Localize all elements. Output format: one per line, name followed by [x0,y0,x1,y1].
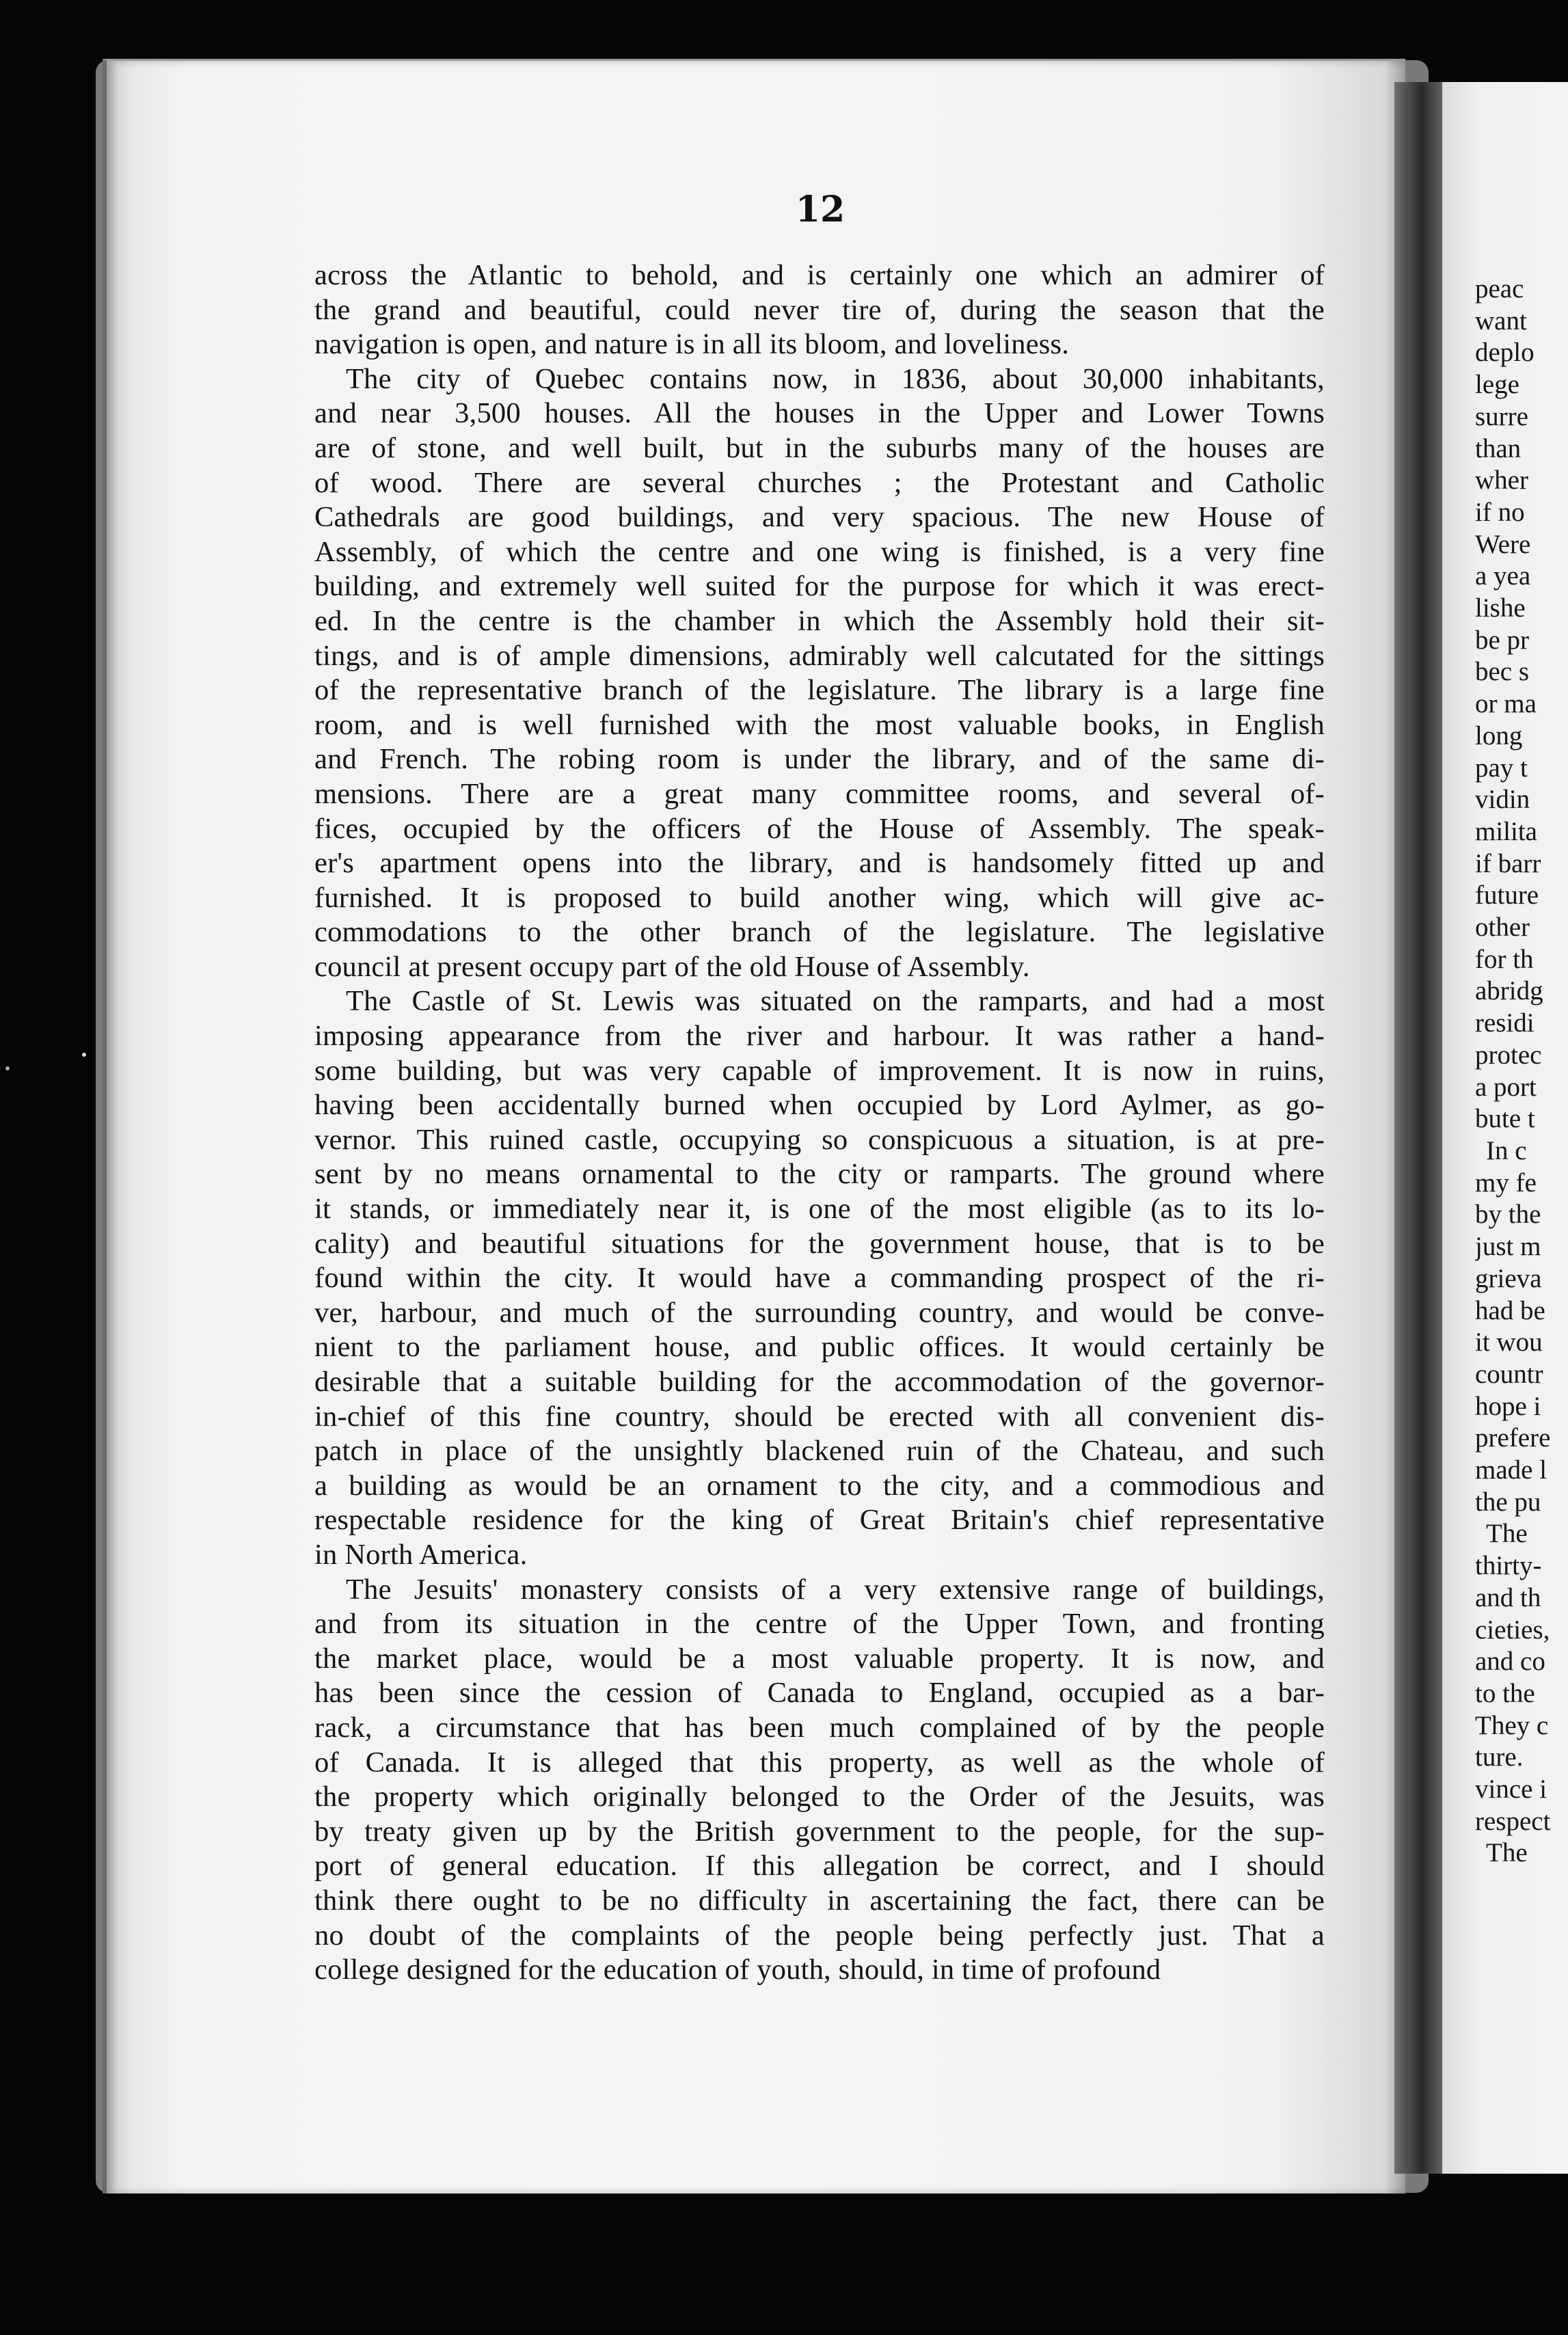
right-page-fragment: had be [1475,1295,1545,1325]
text-line: in-chief of this fine country, should be erected with all convenient dis- [314,1400,1325,1433]
text-line: think there ought to be no difficulty in ascertaining the fact, there can be [314,1884,1325,1917]
right-page-fragment: wher [1475,465,1528,496]
text-line: of Canada. It is alleged that this property, as well as the whole of [314,1746,1325,1779]
right-page-fragment: want [1475,306,1527,336]
right-page-fragment: bec s [1475,657,1530,687]
page-number: 12 [795,189,846,230]
right-page-fragment: a yea [1475,561,1531,591]
scan-speck [82,1053,86,1057]
text-line: and French. The robing room is under the library, and of the same di- [314,743,1325,776]
text-line: patch in place of the unsightly blackened ruin of the Chateau, and such [314,1435,1325,1468]
right-page-fragment: to the [1475,1678,1535,1708]
text-line: of the representative branch of the legislature. The library is a large fine [314,674,1325,707]
text-line: respectable residence for the king of Great Britain's chief representative [314,1504,1325,1537]
right-page-fragment: grieva [1475,1263,1542,1293]
right-page-fragment: thirty- [1475,1551,1542,1581]
text-line: has been since the cession of Canada to England, occupied as a bar- [314,1677,1325,1710]
text-line: having been accidentally burned when occupied by Lord Aylmer, as go- [314,1089,1325,1122]
text-line: er's apartment opens into the library, and is handsomely fitted up and [314,847,1325,880]
text-line: in North America. [314,1538,528,1571]
scan-speck [5,1066,10,1070]
right-page-fragment: bute t [1475,1104,1535,1134]
main-text-block [314,258,1325,1988]
right-page-fragment: and co [1475,1647,1545,1677]
right-page-fragment: lishe [1475,593,1526,623]
text-line: ver, harbour, and much of the surrounding country, and would be conve- [314,1296,1325,1329]
right-page-fragment: be pr [1475,625,1530,655]
text-line: mensions. There are a great many committee rooms, and several of- [314,777,1325,810]
text-line: The city of Quebec contains now, in 1836, about 30,000 inhabitants, [346,362,1325,395]
right-page-fragment: peac [1475,274,1524,303]
right-page-fragment: abridg [1475,976,1543,1006]
text-line: by treaty given up by the British government to the people, for the sup- [314,1815,1325,1848]
text-line: vernor. This ruined castle, occupying so conspicuous a situation, is at pre- [314,1123,1325,1156]
text-line: room, and is well furnished with the most valuable books, in English [314,708,1325,741]
text-line: desirable that a suitable building for the accommodation of the governor- [314,1366,1325,1398]
text-line: found within the city. It would have a commanding prospect of the ri- [314,1262,1325,1295]
right-page-fragment: it wou [1475,1327,1543,1358]
right-page-fragment: deplo [1475,338,1535,368]
text-line: no doubt of the complaints of the people being perfectly just. That a [314,1919,1325,1952]
right-page-fragment: The [1486,1838,1528,1868]
right-page-fragment: future [1475,880,1539,910]
right-page-fragment: They c [1475,1710,1549,1740]
text-line: council at present occupy part of the old House of Assembly. [314,950,1030,983]
right-page-fragment: surre [1475,401,1528,431]
text-line: cality) and beautiful situations for the government house, that is to be [314,1227,1325,1260]
right-page-fragment: residi [1475,1008,1535,1038]
right-page-fragment: made l [1475,1455,1547,1485]
text-line: rack, a circumstance that has been much complained of by the people [314,1711,1325,1744]
text-line: commodations to the other branch of the legislature. The legislative [314,916,1325,949]
right-page-fragment: vince i [1475,1774,1547,1805]
text-line: across the Atlantic to behold, and is certainly one which an admirer of [314,259,1325,291]
text-line: fices, occupied by the officers of the House of Assembly. The speak- [314,812,1325,845]
right-page-fragment: cieties, [1475,1615,1550,1645]
text-line: the property which originally belonged to the Order of the Jesuits, was [314,1781,1325,1813]
right-page-fragment: respect [1475,1806,1551,1836]
right-page-fragment: by the [1475,1200,1541,1230]
right-page-fragment: countr [1475,1359,1543,1389]
text-line: the grand and beautiful, could never tire of, during the season that the [314,293,1325,326]
right-page-fragment: for th [1475,944,1534,974]
right-page-fragment: ture. [1475,1742,1524,1772]
right-page-fragment: or ma [1475,689,1537,719]
right-page-fragment: pay t [1475,753,1528,783]
text-line: The Castle of St. Lewis was situated on the ramparts, and had a most [346,985,1325,1018]
right-page-fragment: my fe [1475,1168,1537,1198]
text-line: are of stone, and well built, but in the suburbs many of the houses are [314,431,1325,464]
right-page-fragment: other [1475,913,1530,943]
right-page-fragment: if barr [1475,848,1541,878]
right-page-fragment: and th [1475,1582,1541,1612]
text-line: The Jesuits' monastery consists of a very extensive range of buildings, [346,1573,1325,1606]
right-page-fragment: protec [1475,1040,1542,1070]
text-line: building, and extremely well suited for the purpose for which it was erect- [314,570,1325,603]
text-line: sent by no means ornamental to the city or ramparts. The ground where [314,1158,1325,1191]
right-page-fragment: In c [1486,1135,1527,1165]
text-line: furnished. It is proposed to build another wing, which will give ac- [314,881,1325,914]
right-page-fragment: a port [1475,1072,1537,1102]
text-line: port of general education. If this allegation be correct, and I should [314,1850,1325,1882]
right-page-fragment: if no [1475,497,1525,527]
right-page-fragment: prefere [1475,1423,1551,1453]
text-line: ed. In the centre is the chamber in which the Assembly hold their sit- [314,604,1325,637]
right-page-fragment: Were [1475,529,1531,559]
right-page-fragment: long [1475,720,1523,751]
text-line: college designed for the education of youth, should, in time of profound [314,1954,1161,1986]
right-page-fragment: The [1486,1519,1528,1549]
text-line: a building as would be an ornament to the city, and a commodious and [314,1469,1325,1502]
text-line: navigation is open, and nature is in all its bloom, and loveliness. [314,328,1070,361]
right-page-fragment: vidin [1475,785,1530,815]
text-line: imposing appearance from the river and harbour. It was rather a hand- [314,1020,1325,1053]
text-line: Assembly, of which the centre and one wing is finished, is a very fine [314,535,1325,568]
text-line: it stands, or immediately near it, is one of the most eligible (as to its lo- [314,1193,1325,1226]
text-line: the market place, would be a most valuable property. It is now, and [314,1642,1325,1675]
right-page-fragment: milita [1475,816,1537,846]
right-page-fragment: hope i [1475,1391,1541,1421]
text-line: nient to the parliament house, and public offices. It would certainly be [314,1331,1325,1364]
text-line: Cathedrals are good buildings, and very spacious. The new House of [314,501,1325,534]
text-line: some building, but was very capable of improvement. It is now in ruins, [314,1054,1325,1087]
text-line: and from its situation in the centre of the Upper Town, and fronting [314,1608,1325,1641]
right-page-fragment: the pu [1475,1487,1541,1517]
right-page-fragment: lege [1475,370,1519,400]
text-line: and near 3,500 houses. All the houses in the Upper and Lower Towns [314,397,1325,430]
text-line: tings, and is of ample dimensions, admirably well calcutated for the sittings [314,639,1325,672]
right-page-fragment: just m [1475,1232,1541,1262]
text-line: of wood. There are several churches ; the Protestant and Catholic [314,466,1325,499]
right-page-fragment: than [1475,433,1522,463]
right-page-text-fragments [1475,273,1568,1870]
